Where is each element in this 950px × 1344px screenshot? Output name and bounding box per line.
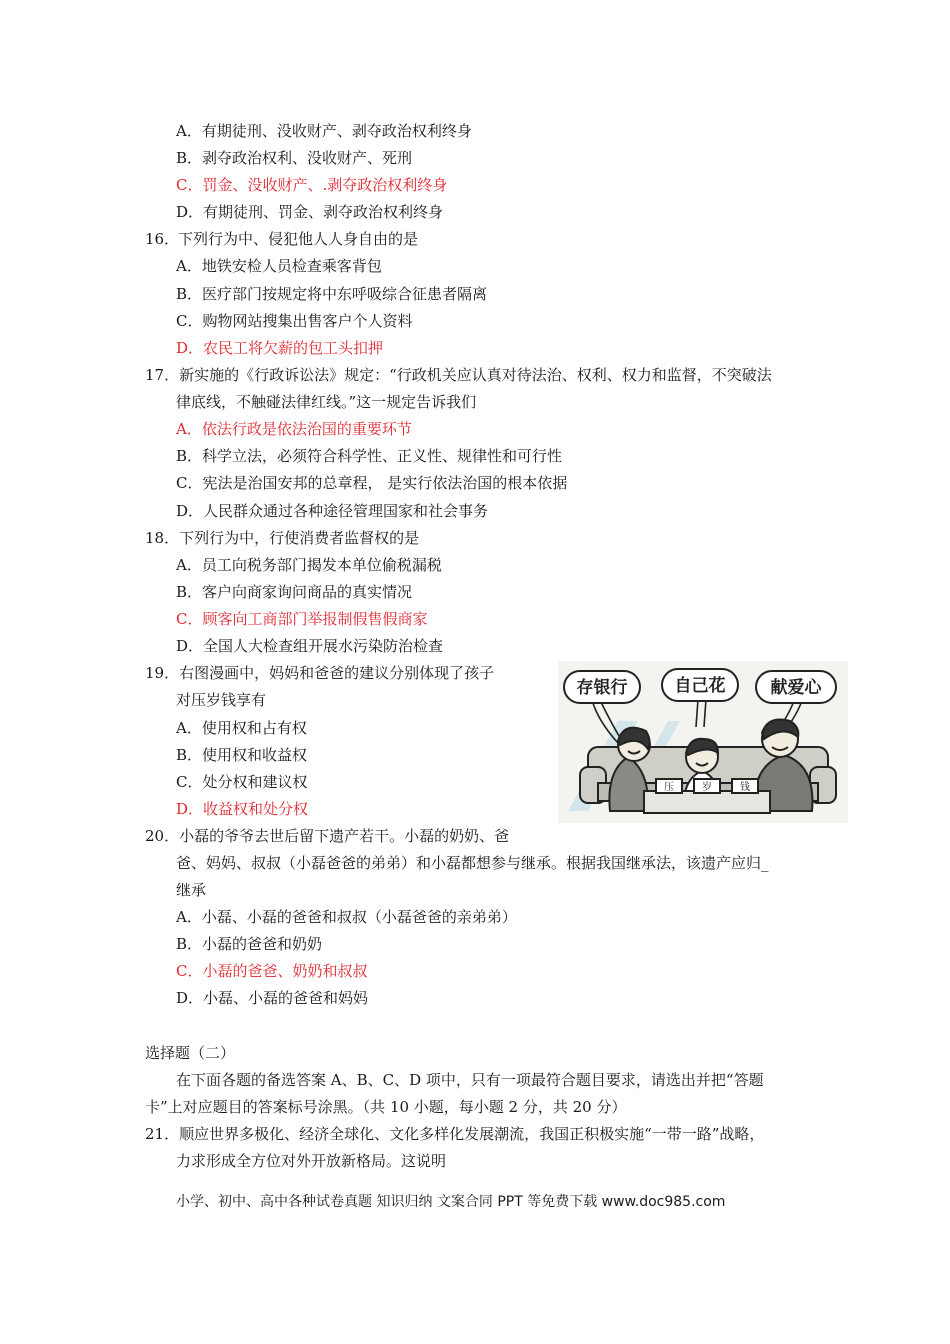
box-label-3: 钱 — [740, 782, 750, 793]
q19-option-b: B．使用权和收益权 — [176, 746, 308, 764]
box-label-2: 岁 — [702, 782, 712, 793]
q16-option-b: B．医疗部门按规定将中东呼吸综合征患者隔离 — [176, 285, 488, 303]
q20-option-a: A．小磊、小磊的爸爸和叔叔（小磊爸爸的亲弟弟） — [176, 908, 517, 926]
box-label-1: 压 — [664, 782, 674, 793]
section2-intro-line1: 在下面各题的备选答案 A、B、C、D 项中，只有一项最符合题目要求，请选出并把“答题 — [176, 1071, 764, 1089]
comic-illustration — [558, 661, 848, 823]
q19-option-d-answer: D．收益权和处分权 — [176, 800, 309, 818]
q20-option-c-answer: C．小磊的爸爸、奶奶和叔叔 — [176, 962, 368, 980]
section2-intro-line2: 卡”上对应题目的答案标号涂黑。（共 10 小题，每小题 2 分，共 20 分） — [145, 1098, 627, 1116]
section2-title: 选择题（二） — [145, 1044, 236, 1062]
q19-option-a: A．使用权和占有权 — [176, 719, 307, 737]
q18-option-d: D．全国人大检查组开展水污染防治检查 — [176, 637, 444, 655]
q20-option-d: D．小磊、小磊的爸爸和妈妈 — [176, 989, 369, 1007]
bubble-save-bank: 存银行 — [576, 678, 628, 698]
q17-stem-line1: 17．新实施的《行政诉讼法》规定：“行政机关应认真对待法治、权利、权力和监督，不突破法 — [145, 366, 772, 384]
q16-number: 16． — [145, 230, 180, 248]
q15-option-a: A．有期徒刑、没收财产、剥夺政治权利终身 — [176, 122, 472, 140]
q21-stem-line2: 力求形成全方位对外开放新格局。这说明 — [176, 1152, 447, 1170]
q19-stem-line1: 19．右图漫画中，妈妈和爸爸的建议分别体现了孩子 — [145, 664, 495, 682]
q19-stem-line2: 对压岁钱享有 — [176, 691, 267, 709]
q16-stem: 下列行为中、侵犯他人人身自由的是 — [178, 230, 419, 248]
bubble-spend-self: 自己花 — [674, 676, 726, 696]
q16-option-c: C．购物网站搜集出售客户个人资料 — [176, 312, 413, 330]
q16-option-a: A．地铁安检人员检查乘客背包 — [176, 257, 382, 275]
q17-option-d: D．人民群众通过各种途径管理国家和社会事务 — [176, 502, 489, 520]
q20-stem-line3: 继承 — [176, 881, 207, 899]
q18-option-a: A．员工向税务部门揭发本单位偷税漏税 — [176, 556, 442, 574]
q18-option-b: B．客户向商家询问商品的真实情况 — [176, 583, 413, 601]
q17-stem-line2: 律底线，不触碰法律红线。”这一规定告诉我们 — [176, 393, 477, 411]
q21-stem-line1: 21．顺应世界多极化、经济全球化、文化多样化发展潮流，我国正积极实施“一带一路”战略， — [145, 1125, 765, 1143]
q18-option-c-answer: C．顾客向工商部门举报制假售假商家 — [176, 610, 428, 628]
q17-option-a-answer: A．依法行政是依法治国的重要环节 — [176, 420, 412, 438]
q15-option-b: B．剥夺政治权利、没收财产、死刑 — [176, 149, 413, 167]
q20-option-b: B．小磊的爸爸和奶奶 — [176, 935, 323, 953]
bubble-donate: 献爱心 — [770, 678, 822, 698]
q17-option-c: C．宪法是治国安邦的总章程， 是实行依法治国的根本依据 — [176, 474, 568, 492]
q15-option-d: D．有期徒刑、罚金、剥夺政治权利终身 — [176, 203, 444, 221]
q20-stem-line1: 20．小磊的爷爷去世后留下遗产若干。小磊的奶奶、爸 — [145, 827, 510, 845]
q18-stem: 18．下列行为中，行使消费者监督权的是 — [145, 529, 420, 547]
footer-ad: 小学、初中、高中各种试卷真题 知识归纳 文案合同 PPT 等免费下载 www.doc985.com — [176, 1194, 726, 1210]
q20-stem-line2: 爸、妈妈、叔叔（小磊爸爸的弟弟）和小磊都想参与继承。根据我国继承法，该遗产应归_ — [176, 854, 769, 872]
q17-option-b: B．科学立法，必须符合科学性、正义性、规律性和可行性 — [176, 447, 563, 465]
q19-option-c: C．处分权和建议权 — [176, 773, 308, 791]
q15-option-c-answer: C．罚金、没收财产、.剥夺政治权利终身 — [176, 176, 448, 194]
q16-option-d-answer: D．农民工将欠薪的包工头扣押 — [176, 339, 384, 357]
